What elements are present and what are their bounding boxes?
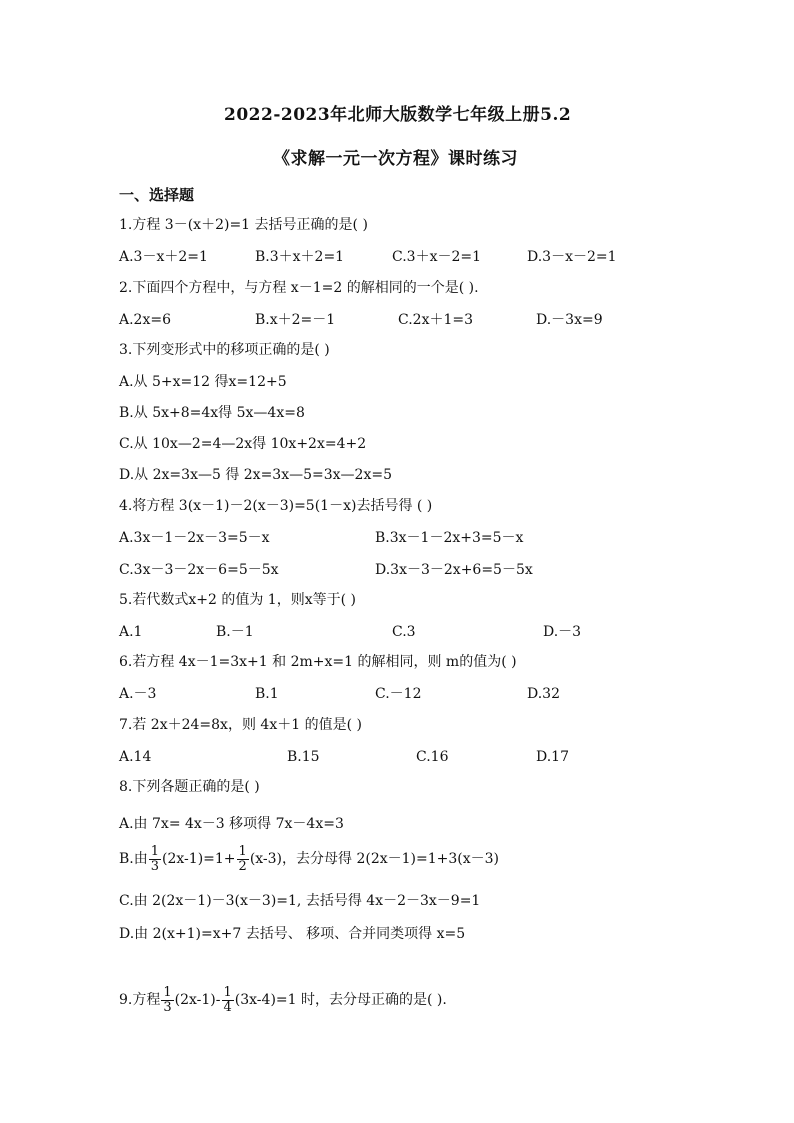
fraction-numerator: 1 xyxy=(163,984,172,1000)
question-7-option-d: D.17 xyxy=(536,749,569,765)
question-2-option-b: B.x＋2=－1 xyxy=(255,312,336,328)
fraction-one-half xyxy=(237,845,249,874)
question-3-option-a: A.从 5+x=12 得x=12+5 xyxy=(119,374,287,390)
question-9-middle: (2x-1)- xyxy=(174,992,221,1008)
question-6-option-d: D.32 xyxy=(527,686,560,702)
question-5-option-a: A.1 xyxy=(119,624,143,640)
fraction-denominator: 3 xyxy=(163,999,172,1015)
question-7-option-a: A.14 xyxy=(119,749,152,765)
fraction-numerator: 1 xyxy=(238,843,247,859)
question-7-stem: 7.若 2x＋24=8x，则 4x＋1 的值是( ) xyxy=(119,717,362,733)
question-8-option-b xyxy=(119,844,499,874)
question-6-option-b: B.1 xyxy=(255,686,279,702)
question-3-option-c: C.从 10x—2=4—2x得 10x+2x=4+2 xyxy=(119,436,367,452)
question-4-option-d: D.3x－3－2x+6=5－5x xyxy=(375,562,533,578)
question-4-option-a: A.3x－1－2x－3=5－x xyxy=(119,530,270,546)
question-9-suffix: (3x-4)=1 时，去分母正确的是( ). xyxy=(234,992,447,1008)
fraction-denominator: 2 xyxy=(238,858,247,874)
fraction-one-third xyxy=(161,986,173,1015)
question-9-prefix: 9.方程 xyxy=(119,992,161,1008)
question-5-option-c: C.3 xyxy=(392,624,416,640)
question-4-option-c: C.3x－3－2x－6=5－5x xyxy=(119,562,279,578)
question-7-option-c: C.16 xyxy=(416,749,449,765)
question-8-option-a: A.由 7x= 4x－3 移项得 7x－4x=3 xyxy=(119,816,344,832)
question-8-option-c: C.由 2(2x－1)－3(x－3)=1, 去括号得 4x－2－3x－9=1 xyxy=(119,893,481,909)
question-2-option-a: A.2x=6 xyxy=(119,312,172,328)
section-heading: 一、选择题 xyxy=(119,186,195,204)
question-3-option-d: D.从 2x=3x—5 得 2x=3x—5=3x—2x=5 xyxy=(119,467,392,483)
question-4-stem: 4.将方程 3(x－1)－2(x－3)=5(1－x)去括号得 ( ) xyxy=(119,498,433,514)
question-6-option-a: A.－3 xyxy=(119,686,157,702)
question-2-option-d: D.－3x=9 xyxy=(536,312,603,328)
question-8-stem: 8.下列各题正确的是( ) xyxy=(119,779,260,795)
question-1-option-d: D.3－x－2=1 xyxy=(527,249,617,265)
question-6-option-c: C.－12 xyxy=(375,686,422,702)
page-title-line2: 《求解一元一次方程》课时练习 xyxy=(273,149,518,169)
question-9-stem xyxy=(119,983,447,1017)
question-8-option-b-suffix: (x-3)，去分母得 2(2x－1)=1+3(x－3) xyxy=(249,851,500,867)
question-1-option-c: C.3＋x－2=1 xyxy=(392,249,482,265)
question-7-option-b: B.15 xyxy=(287,749,320,765)
question-5-option-d: D.－3 xyxy=(543,624,582,640)
page-title-line1: 2022-2023年北师大版数学七年级上册5.2 xyxy=(224,105,572,125)
question-4-option-b: B.3x－1－2x+3=5－x xyxy=(375,530,524,546)
question-8-option-b-middle: (2x-1)=1+ xyxy=(162,851,236,867)
question-1-option-a: A.3－x＋2=1 xyxy=(119,249,208,265)
question-5-option-b: B.－1 xyxy=(216,624,254,640)
question-6-stem: 6.若方程 4x－1=3x+1 和 2m+x=1 的解相同，则 m的值为( ) xyxy=(119,654,517,670)
question-1-stem: 1.方程 3－(x＋2)=1 去括号正确的是( ) xyxy=(119,217,368,233)
question-3-stem: 3.下列变形式中的移项正确的是( ) xyxy=(119,342,330,358)
question-5-stem: 5.若代数式x+2 的值为 1，则x等于( ) xyxy=(119,592,356,608)
fraction-numerator: 1 xyxy=(223,984,232,1000)
question-2-option-c: C.2x＋1=3 xyxy=(398,312,474,328)
question-2-stem: 2.下面四个方程中，与方程 x－1=2 的解相同的一个是( ). xyxy=(119,280,479,296)
question-8-option-b-prefix: B.由 xyxy=(119,851,148,867)
question-1-option-b: B.3＋x＋2=1 xyxy=(255,249,345,265)
fraction-denominator: 3 xyxy=(150,858,160,874)
question-8-option-d: D.由 2(x+1)=x+7 去括号、 移项、合并同类项得 x=5 xyxy=(119,926,466,942)
fraction-one-quarter xyxy=(222,986,234,1015)
question-3-option-b: B.从 5x+8=4x得 5x—4x=8 xyxy=(119,405,305,421)
fraction-numerator: 1 xyxy=(150,843,160,859)
fraction-denominator: 4 xyxy=(223,999,232,1015)
fraction-one-third xyxy=(149,845,161,874)
